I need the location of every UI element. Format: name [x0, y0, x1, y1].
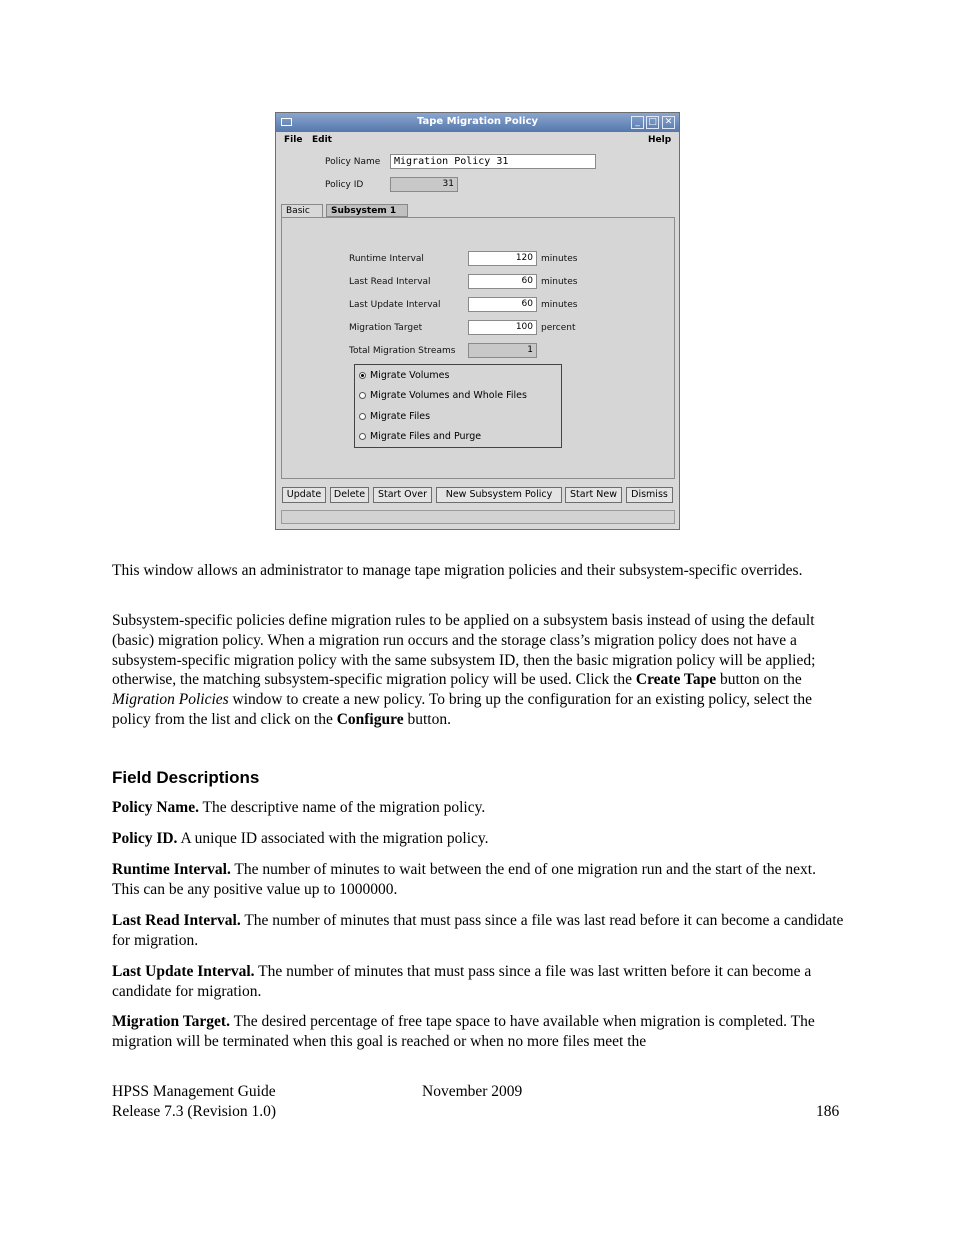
- maximize-icon[interactable]: □: [646, 116, 659, 129]
- last-update-interval-label: Last Update Interval: [349, 300, 441, 310]
- definition-policy-id: Policy ID. A unique ID associated with the migration policy.: [112, 830, 489, 847]
- footer-date: November 2009: [422, 1083, 523, 1100]
- radio-empty-icon: [359, 392, 366, 399]
- delete-button[interactable]: Delete: [330, 487, 369, 503]
- radio-migrate-files-and-purge[interactable]: Migrate Files and Purge: [359, 431, 481, 442]
- definition-migration-target: Migration Target. The desired percentage of free tape space to have available when migration is completed. The migration will be terminated when this goal is reached or when no more files meet the: [112, 1013, 815, 1050]
- intro-paragraph: This window allows an administrator to manage tape migration policies and their subsystem-specific overrides.: [112, 562, 803, 579]
- definition-policy-name: Policy Name. The descriptive name of the migration policy.: [112, 799, 486, 816]
- policy-id-field: 31: [390, 177, 458, 192]
- radio-selected-icon: [359, 372, 366, 379]
- radio-empty-icon: [359, 413, 366, 420]
- last-read-interval-input[interactable]: 60: [468, 274, 537, 289]
- tape-migration-policy-window: [275, 112, 680, 530]
- start-new-button[interactable]: Start New: [565, 487, 622, 503]
- radio-migrate-volumes[interactable]: Migrate Volumes: [359, 370, 449, 381]
- status-bar: [281, 510, 675, 524]
- window-title: Tape Migration Policy: [416, 116, 539, 127]
- tab-basic[interactable]: Basic: [281, 204, 323, 217]
- last-update-interval-input[interactable]: 60: [468, 297, 537, 312]
- create-tape-term: Create Tape: [635, 671, 717, 689]
- configure-term: Configure: [336, 710, 404, 728]
- footer-release: Release 7.3 (Revision 1.0): [112, 1103, 277, 1120]
- runtime-interval-label: Runtime Interval: [349, 254, 424, 264]
- footer-guide-title: HPSS Management Guide: [112, 1083, 276, 1100]
- field-descriptions-heading: Field Descriptions: [112, 768, 260, 787]
- menu-file[interactable]: File: [284, 135, 303, 145]
- update-button[interactable]: Update: [282, 487, 326, 503]
- definition-runtime-interval: Runtime Interval. The number of minutes to wait between the end of one migration run and the start of the next. This can be any positive value up to 1000000.: [112, 861, 816, 898]
- total-migration-streams-field: 1: [468, 343, 537, 358]
- menu-edit[interactable]: Edit: [312, 135, 332, 145]
- new-subsystem-policy-button[interactable]: New Subsystem Policy: [436, 487, 562, 503]
- runtime-interval-input[interactable]: 120: [468, 251, 537, 266]
- last-read-interval-unit: minutes: [541, 277, 578, 287]
- subsystem-policy-paragraph: Subsystem-specific policies define migration rules to be applied on a subsystem basis instead of using the default (basic) migration policy. When a migration run occurs and the storage class’s migration policy does not have a subsystem-specific migration policy with the same subsystem ID, then the basic migration policy will be applied; otherwise, the matching subsystem-specific migration policy will be used. Click the Create Tape button on the Migration Policies window to create a new policy. To bring up the configuration for an existing policy, select the policy from the list and click on the Configure button.: [112, 612, 816, 728]
- window-titlebar: [276, 113, 679, 132]
- menu-help[interactable]: Help: [648, 135, 672, 145]
- migration-mode-group: [354, 364, 562, 448]
- runtime-interval-unit: minutes: [541, 254, 578, 264]
- footer-page-number: 186: [816, 1103, 840, 1120]
- migration-target-label: Migration Target: [349, 323, 423, 333]
- tab-subsystem-1[interactable]: Subsystem 1: [326, 204, 408, 217]
- last-update-interval-unit: minutes: [541, 300, 578, 310]
- close-icon[interactable]: ✕: [662, 116, 675, 129]
- total-migration-streams-label: Total Migration Streams: [349, 346, 456, 356]
- radio-empty-icon: [359, 433, 366, 440]
- dismiss-button[interactable]: Dismiss: [626, 487, 673, 503]
- minimize-icon[interactable]: _: [631, 116, 644, 129]
- basic-tab-panel: [281, 217, 675, 479]
- definition-last-update-interval: Last Update Interval. The number of minutes that must pass since a file was last written before it can become a candidate for migration.: [112, 963, 812, 1000]
- radio-migrate-files[interactable]: Migrate Files: [359, 411, 430, 422]
- migration-target-unit: percent: [541, 323, 576, 333]
- menu-bar: [276, 132, 679, 148]
- radio-migrate-volumes-and-whole-files[interactable]: Migrate Volumes and Whole Files: [359, 390, 527, 401]
- policy-id-label: Policy ID: [325, 180, 364, 190]
- policy-name-label: Policy Name: [325, 157, 381, 167]
- start-over-button[interactable]: Start Over: [373, 487, 432, 503]
- policy-name-input[interactable]: Migration Policy 31: [390, 154, 596, 169]
- migration-target-input[interactable]: 100: [468, 320, 537, 335]
- definition-last-read-interval: Last Read Interval. The number of minutes that must pass since a file was last read before it can become a candidate for migration.: [112, 912, 844, 949]
- migration-policies-term: Migration Policies: [112, 691, 229, 709]
- last-read-interval-label: Last Read Interval: [349, 277, 431, 287]
